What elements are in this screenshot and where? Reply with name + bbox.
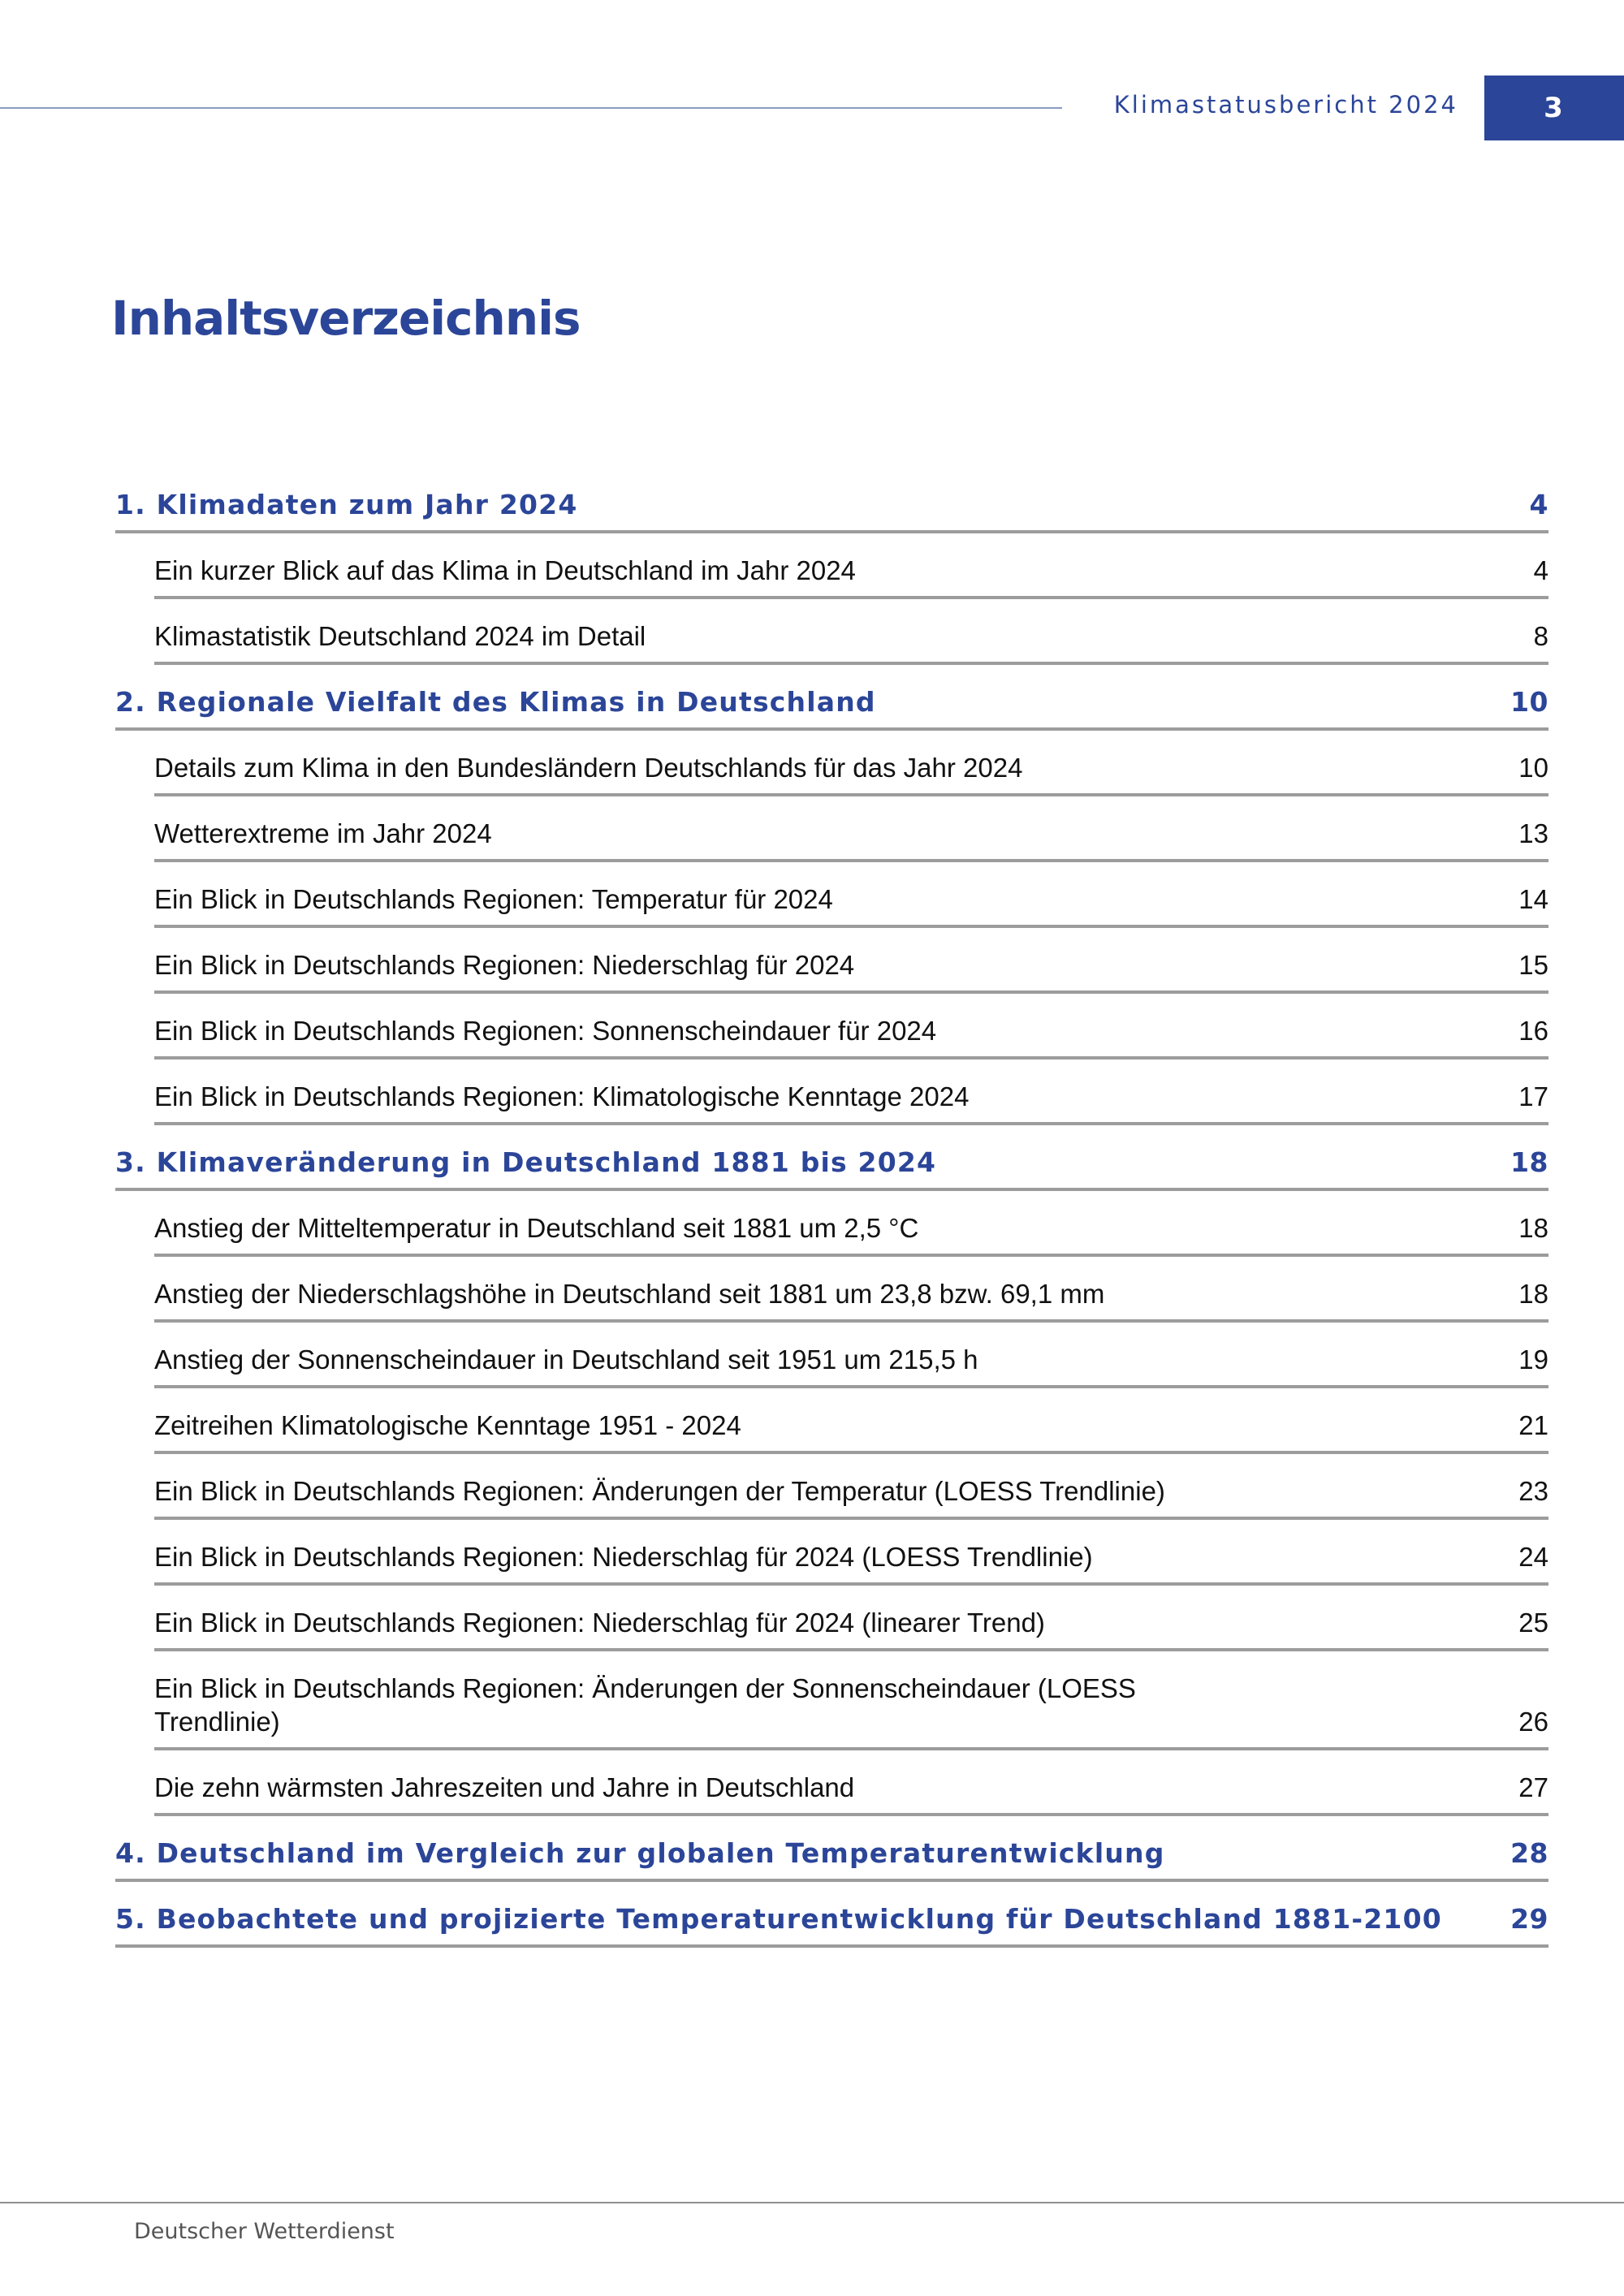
toc-entry-page: 16 xyxy=(1518,1016,1548,1046)
toc-entry-title: Klimastatistik Deutschland 2024 im Detail xyxy=(154,621,646,651)
toc-entry-page: 14 xyxy=(1518,884,1548,914)
toc-entry-page: 10 xyxy=(1510,686,1548,718)
toc-entry-title: Ein Blick in Deutschlands Regionen: Sonnenscheindauer für 2024 xyxy=(154,1016,937,1046)
toc-entry-title: Ein Blick in Deutschlands Regionen: Änderungen der Sonnenscheindauer (LOESS Trendlinie) xyxy=(154,1673,1136,1737)
toc-entry-title: Anstieg der Niederschlagshöhe in Deutschland seit 1881 um 23,8 bzw. 69,1 mm xyxy=(154,1279,1105,1309)
toc-section-row[interactable] xyxy=(154,862,1548,928)
toc-entry-page: 10 xyxy=(1518,753,1548,783)
toc-entry-title: Details zum Klima in den Bundesländern Deutschlands für das Jahr 2024 xyxy=(154,753,1023,783)
toc-chapter-row[interactable] xyxy=(115,665,1548,731)
footer-rule xyxy=(0,2202,1624,2203)
toc-entry-title: 2. Regionale Vielfalt des Klimas in Deutschland xyxy=(115,686,876,718)
toc-entry-title: Ein Blick in Deutschlands Regionen: Niederschlag für 2024 xyxy=(154,950,855,980)
toc-entry-title: 3. Klimaveränderung in Deutschland 1881 bis 2024 xyxy=(115,1146,937,1178)
toc-entry-page: 18 xyxy=(1518,1279,1548,1309)
toc-section-row[interactable] xyxy=(154,533,1548,599)
toc-entry-page: 8 xyxy=(1533,621,1548,651)
toc-section-row[interactable] xyxy=(154,1454,1548,1520)
toc-section-row[interactable] xyxy=(154,1323,1548,1388)
toc-entry-page: 18 xyxy=(1518,1213,1548,1243)
toc-entry-page: 18 xyxy=(1510,1146,1548,1178)
toc-entry-page: 4 xyxy=(1533,555,1548,585)
toc-entry-page: 23 xyxy=(1518,1476,1548,1506)
toc-entry-page: 25 xyxy=(1518,1608,1548,1638)
toc-entry-title: 5. Beobachtete und projizierte Temperaturentwicklung für Deutschland 1881-2100 xyxy=(115,1903,1442,1935)
toc-entry-page: 28 xyxy=(1510,1837,1548,1869)
toc-entry-page: 4 xyxy=(1529,489,1548,520)
toc-section-row[interactable] xyxy=(154,599,1548,665)
toc-entry-title: Wetterextreme im Jahr 2024 xyxy=(154,818,492,848)
footer-publisher: Deutscher Wetterdienst xyxy=(134,2219,395,2244)
toc-section-row[interactable] xyxy=(154,1586,1548,1651)
toc-chapter-row[interactable] xyxy=(115,1816,1548,1882)
toc-section-row[interactable] xyxy=(154,994,1548,1060)
toc-entry-page: 21 xyxy=(1518,1410,1548,1440)
toc-entry-title: Anstieg der Sonnenscheindauer in Deutschland seit 1951 um 215,5 h xyxy=(154,1344,978,1375)
running-title: Klimastatusbericht 2024 xyxy=(1113,91,1458,119)
toc-entry-page: 13 xyxy=(1518,818,1548,848)
toc-section-row[interactable] xyxy=(154,1388,1548,1454)
toc-section-row[interactable] xyxy=(154,731,1548,796)
toc-entry-title: Ein kurzer Blick auf das Klima in Deutschland im Jahr 2024 xyxy=(154,555,856,585)
toc-section-row[interactable] xyxy=(154,796,1548,862)
toc-entry-title: Ein Blick in Deutschlands Regionen: Klimatologische Kenntage 2024 xyxy=(154,1081,970,1111)
toc-chapter-row[interactable] xyxy=(115,1882,1548,1948)
toc-entry-title: Ein Blick in Deutschlands Regionen: Niederschlag für 2024 (linearer Trend) xyxy=(154,1608,1045,1638)
toc-entry-page: 27 xyxy=(1518,1772,1548,1802)
toc-section-row[interactable] xyxy=(154,928,1548,994)
toc-entry-page: 29 xyxy=(1510,1903,1548,1935)
toc-section-row[interactable] xyxy=(154,1257,1548,1323)
toc-entry-page: 17 xyxy=(1518,1081,1548,1111)
toc-entry-title: Die zehn wärmsten Jahreszeiten und Jahre in Deutschland xyxy=(154,1772,855,1802)
toc-entry-title: 1. Klimadaten zum Jahr 2024 xyxy=(115,489,578,520)
toc-section-row[interactable] xyxy=(154,1520,1548,1586)
table-of-contents xyxy=(115,468,1548,1948)
toc-entry-title: Ein Blick in Deutschlands Regionen: Temperatur für 2024 xyxy=(154,884,833,914)
page-title: Inhaltsverzeichnis xyxy=(111,291,581,346)
toc-section-row[interactable] xyxy=(154,1060,1548,1125)
toc-entry-title: Anstieg der Mitteltemperatur in Deutschland seit 1881 um 2,5 °C xyxy=(154,1213,919,1243)
toc-entry-title: Ein Blick in Deutschlands Regionen: Niederschlag für 2024 (LOESS Trendlinie) xyxy=(154,1542,1093,1572)
toc-entry-page: 24 xyxy=(1518,1542,1548,1572)
toc-chapter-row[interactable] xyxy=(115,1125,1548,1191)
toc-entry-page: 26 xyxy=(1518,1707,1548,1737)
toc-section-row[interactable] xyxy=(154,1750,1548,1816)
toc-entry-title: Ein Blick in Deutschlands Regionen: Änderungen der Temperatur (LOESS Trendlinie) xyxy=(154,1476,1165,1506)
header-rule xyxy=(0,107,1062,109)
toc-section-row[interactable] xyxy=(154,1651,1548,1750)
toc-chapter-row[interactable] xyxy=(115,468,1548,533)
toc-section-row[interactable] xyxy=(154,1191,1548,1257)
toc-entry-title: Zeitreihen Klimatologische Kenntage 1951 - 2024 xyxy=(154,1410,741,1440)
page-number: 3 xyxy=(1484,76,1624,140)
toc-entry-page: 19 xyxy=(1518,1344,1548,1375)
toc-entry-page: 15 xyxy=(1518,950,1548,980)
toc-entry-title: 4. Deutschland im Vergleich zur globalen Temperaturentwicklung xyxy=(115,1837,1165,1869)
